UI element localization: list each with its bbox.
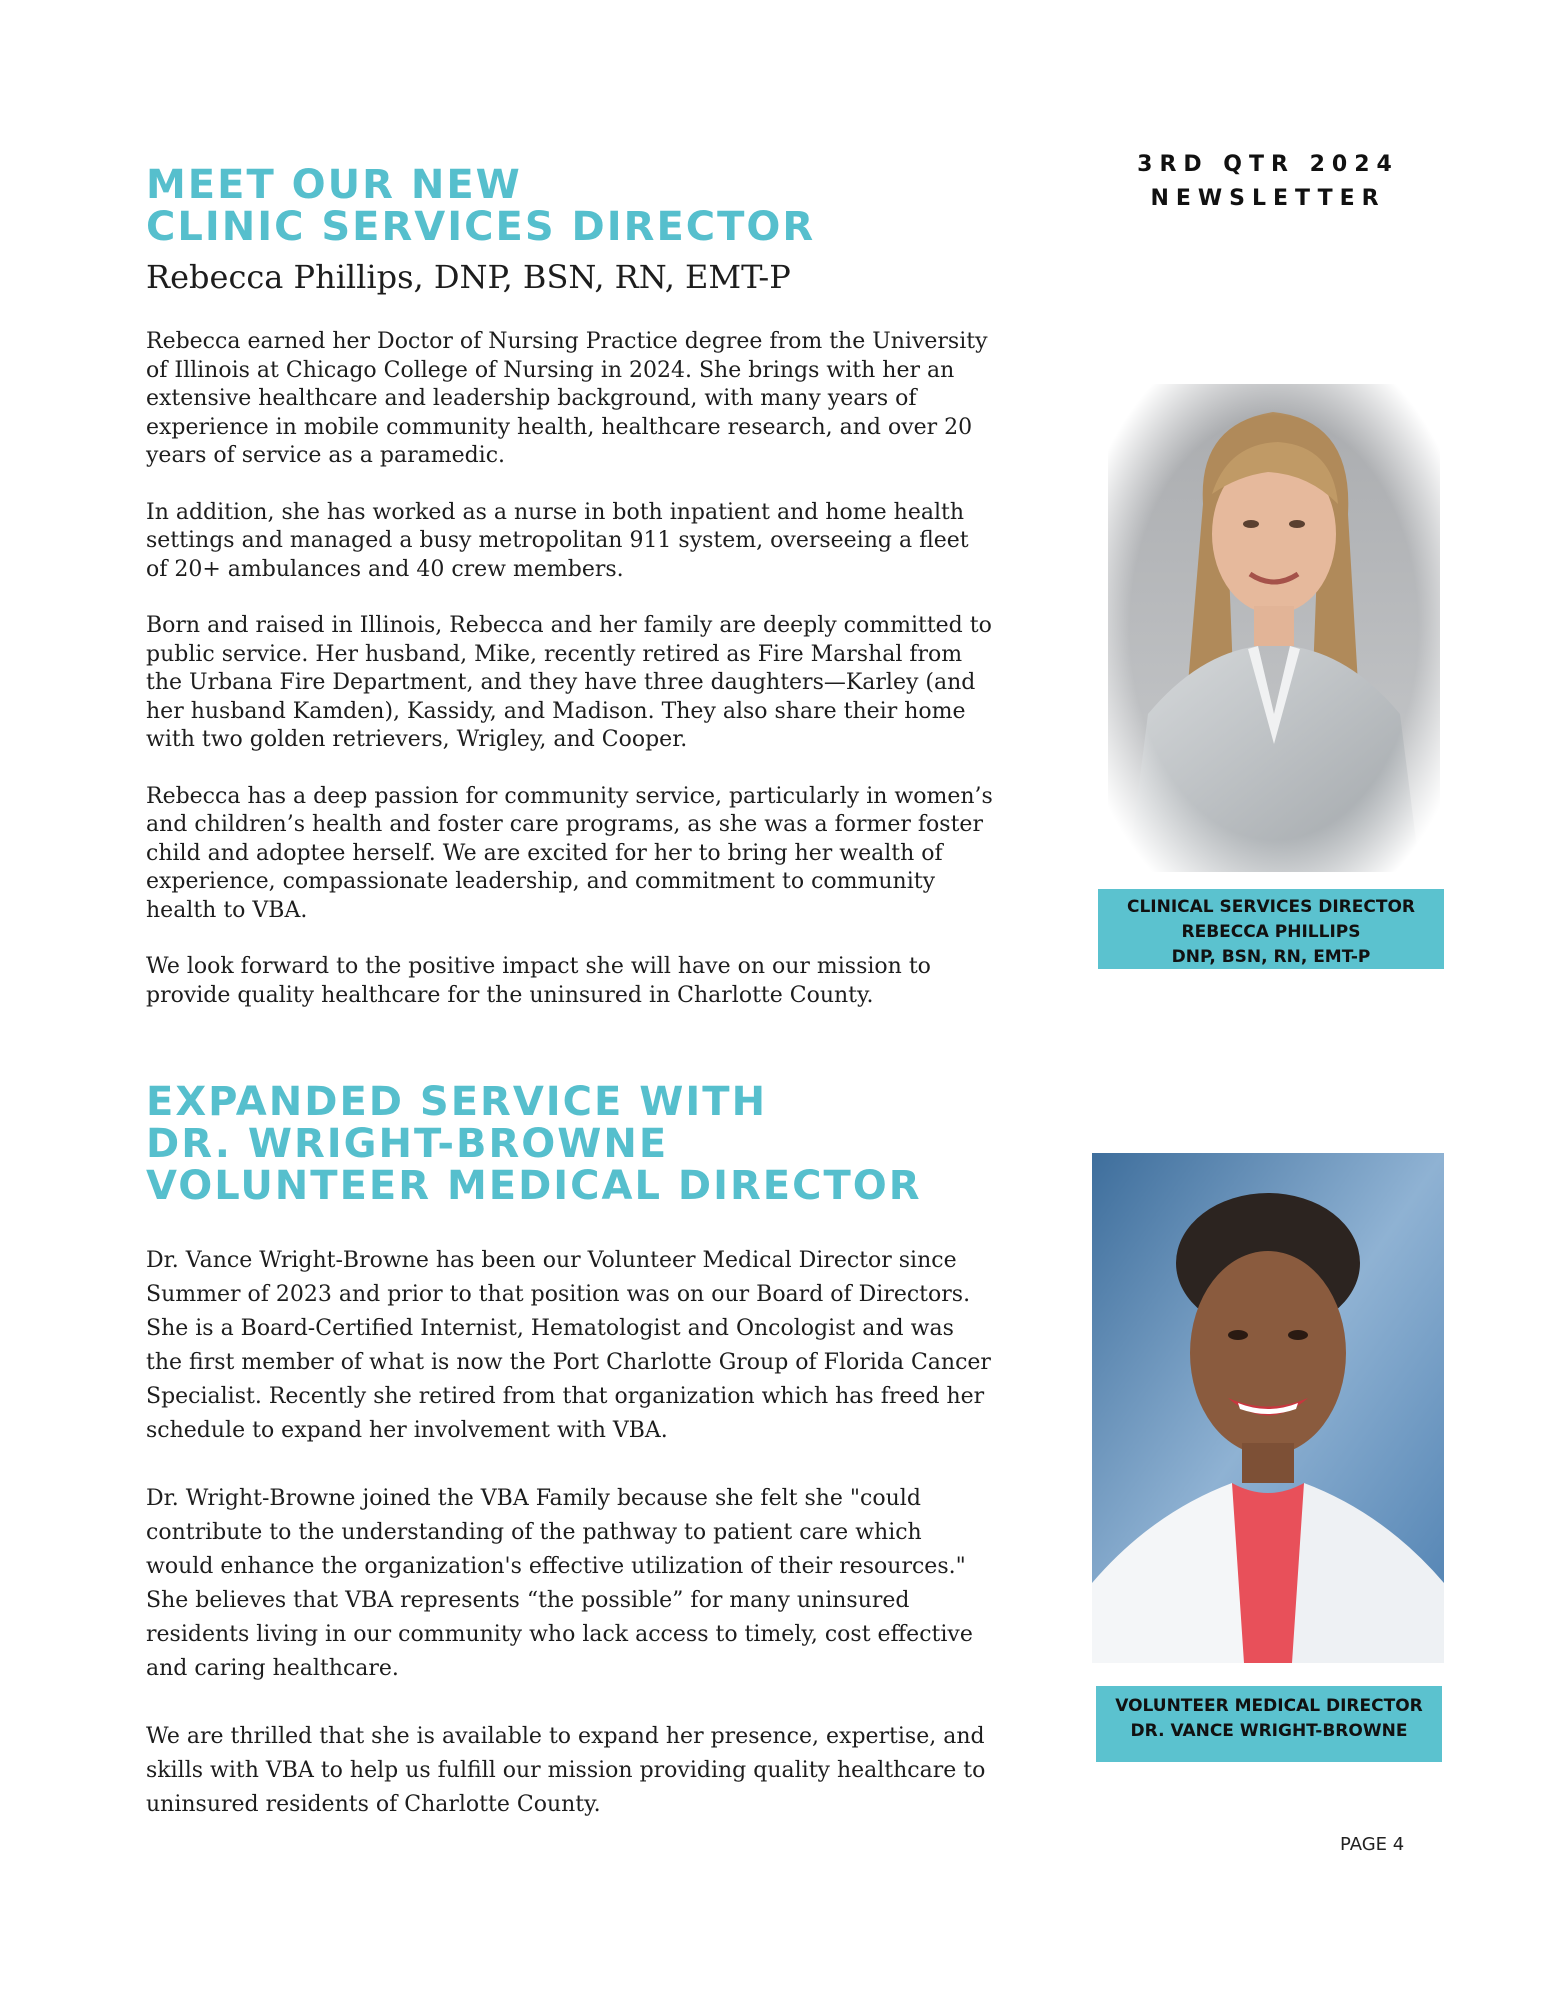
section2-paragraph: We are thrilled that she is available to expand her presence, expertise, and skills with VBA to help us fulfill our mission providing quality healthcare to uninsured residents of Charlotte County.: [146, 1724, 986, 1817]
caption-name: DR. VANCE WRIGHT-BROWNE: [1130, 1721, 1408, 1741]
section2-heading-line1: EXPANDED SERVICE WITH: [146, 1079, 768, 1125]
rebecca-phillips-caption: [1098, 889, 1444, 969]
newsletter-label: NEWSLETTER: [1150, 186, 1386, 211]
section1-paragraph: We look forward to the positive impact she will have on our mission to provide quality healthcare for the uninsured in Charlotte County.: [146, 954, 931, 1008]
section1-heading-line1: MEET OUR NEW: [146, 162, 522, 208]
section1-body: [146, 328, 996, 1038]
section2-heading-line3: VOLUNTEER MEDICAL DIRECTOR: [146, 1163, 922, 1209]
section1-heading-line2: CLINIC SERVICES DIRECTOR: [146, 204, 816, 250]
dr-wright-browne-caption: [1096, 1686, 1442, 1762]
dr-wright-browne-photo: [1092, 1153, 1444, 1663]
rebecca-phillips-photo: [1108, 384, 1440, 872]
section1-paragraph: In addition, she has worked as a nurse in both inpatient and home health settings and managed a busy metropolitan 911 system, overseeing a fleet of 20+ ambulances and 40 crew members.: [146, 499, 969, 582]
section1-heading: [146, 164, 815, 248]
section1-paragraph: Born and raised in Illinois, Rebecca and her family are deeply committed to public service. Her husband, Mike, recently retired as Fire Marshal from the Urbana Fire Department, and they have three daughters—Karley (and her husband Kamden), Kassidy, and Madison. They also share their home with two golden retrievers, Wrigley, and Cooper.: [146, 613, 992, 752]
page-number: PAGE 4: [1340, 1834, 1405, 1855]
caption-title: CLINICAL SERVICES DIRECTOR: [1126, 897, 1415, 917]
section2-heading: [146, 1081, 922, 1207]
caption-credentials: DNP, BSN, RN, EMT-P: [1171, 947, 1371, 967]
section2-paragraph: Dr. Wright-Browne joined the VBA Family because she felt she "could contribute to the understanding of the pathway to patient care which would enhance the organization's effective utilization of their resources." She believes that VBA represents “the possible” for many uninsured residents living in our community who lack access to timely, cost effective and caring healthcare.: [146, 1486, 973, 1681]
newsletter-quarter: 3RD QTR 2024: [1137, 152, 1399, 177]
newsletter-tag: [1078, 148, 1458, 216]
section2-heading-line2: DR. WRIGHT-BROWNE: [146, 1121, 669, 1167]
section2-paragraph: Dr. Vance Wright-Browne has been our Volunteer Medical Director since Summer of 2023 and prior to that position was on our Board of Directors. She is a Board-Certified Internist, Hematologist and Oncologist and was the first member of what is now the Port Charlotte Group of Florida Cancer Specialist. Recently she retired from that organization which has freed her schedule to expand her involvement with VBA.: [146, 1248, 991, 1443]
section1-subtitle: Rebecca Phillips, DNP, BSN, RN, EMT-P: [146, 258, 791, 296]
section1-paragraph: Rebecca has a deep passion for community service, particularly in women’s and children’s health and foster care programs, as she was a former foster child and adoptee herself. We are excited for her to bring her wealth of experience, compassionate leadership, and commitment to community health to VBA.: [146, 783, 993, 923]
section1-paragraph: Rebecca earned her Doctor of Nursing Practice degree from the University of Illinois at Chicago College of Nursing in 2024. She brings with her an extensive healthcare and leadership background, with many years of experience in mobile community health, healthcare research, and over 20 years of service as a paramedic.: [146, 329, 988, 468]
caption-title: VOLUNTEER MEDICAL DIRECTOR: [1115, 1696, 1423, 1716]
caption-name: REBECCA PHILLIPS: [1181, 922, 1361, 942]
section2-body: [146, 1244, 996, 1856]
